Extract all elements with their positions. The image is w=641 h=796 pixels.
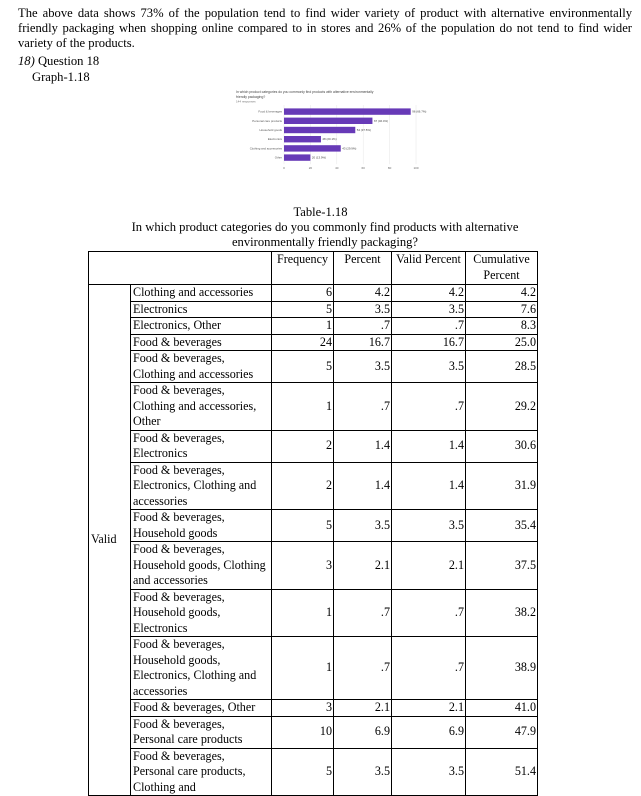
graph-label: Graph-1.18 — [32, 70, 90, 84]
bar-value-label: 96 (66.7%) — [412, 109, 427, 114]
row-label: Food & beverages, Personal care products — [131, 716, 272, 748]
x-tick-label: 0 — [283, 166, 285, 171]
row-label: Food & beverages, Other — [131, 700, 272, 717]
valid-group-label: Valid — [89, 285, 131, 796]
row-label: Food & beverages, Household goods, Electronics — [131, 589, 272, 637]
chart-subtitle: 144 responses — [236, 99, 256, 104]
question-label: Question 18 — [37, 54, 100, 68]
cell-valid-percent: 2.1 — [392, 542, 466, 590]
category-label: Household goods — [259, 128, 282, 132]
table-row — [89, 716, 538, 748]
row-label: Electronics — [131, 301, 272, 318]
cell-valid-percent: .7 — [392, 383, 466, 431]
bar-chart — [234, 87, 427, 183]
row-label: Electronics, Other — [131, 318, 272, 335]
bar — [284, 127, 355, 133]
cell-percent: 3.5 — [334, 351, 392, 383]
table-row — [89, 510, 538, 542]
cell-cumulative-percent: 51.4 — [466, 748, 538, 796]
bar — [284, 136, 321, 142]
category-label: Clothing and accessories — [249, 146, 282, 151]
cell-percent: .7 — [334, 589, 392, 637]
cell-cumulative-percent: 38.9 — [466, 637, 538, 700]
cell-valid-percent: 4.2 — [392, 285, 466, 302]
cell-cumulative-percent: 4.2 — [466, 285, 538, 302]
chart-title-line-1: In which product categories do you commonly find products with alternative environmentally — [236, 90, 374, 94]
table-row — [89, 589, 538, 637]
cell-percent: 6.9 — [334, 716, 392, 748]
cell-valid-percent: .7 — [392, 589, 466, 637]
cell-frequency: 2 — [272, 462, 334, 510]
chart-title-line-2: friendly packaging? — [236, 95, 266, 99]
cell-valid-percent: .7 — [392, 637, 466, 700]
cell-percent: .7 — [334, 318, 392, 335]
question-number: 18) — [18, 54, 35, 68]
bar — [284, 118, 372, 124]
cell-frequency: 5 — [272, 351, 334, 383]
cell-cumulative-percent: 7.6 — [466, 301, 538, 318]
cell-frequency: 1 — [272, 589, 334, 637]
row-label: Clothing and accessories — [131, 285, 272, 302]
bar-value-label: 20 (13.9%) — [311, 155, 327, 160]
header-frequency: Frequency — [272, 252, 334, 285]
cell-frequency: 1 — [272, 383, 334, 431]
cell-frequency: 3 — [272, 542, 334, 590]
cell-percent: .7 — [334, 383, 392, 431]
cell-percent: 1.4 — [334, 462, 392, 510]
category-label: Other — [274, 155, 282, 160]
cell-percent: 3.5 — [334, 748, 392, 796]
bar — [284, 145, 341, 151]
category-label: Electronics — [267, 137, 282, 142]
cell-cumulative-percent: 8.3 — [466, 318, 538, 335]
cell-valid-percent: 1.4 — [392, 462, 466, 510]
table-row — [89, 700, 538, 717]
cell-frequency: 5 — [272, 748, 334, 796]
cell-frequency: 3 — [272, 700, 334, 717]
row-label: Food & beverages, Electronics, Clothing and accessories — [131, 462, 272, 510]
row-label: Food & beverages, Household goods — [131, 510, 272, 542]
cell-valid-percent: 3.5 — [392, 351, 466, 383]
table-row — [89, 637, 538, 700]
table-header-row — [89, 252, 538, 285]
row-label: Food & beverages, Household goods, Clothing and accessories — [131, 542, 272, 590]
cell-valid-percent: .7 — [392, 318, 466, 335]
table-row — [89, 285, 538, 302]
cell-valid-percent: 1.4 — [392, 430, 466, 462]
cell-frequency: 10 — [272, 716, 334, 748]
table-row — [89, 748, 538, 796]
cell-cumulative-percent: 29.2 — [466, 383, 538, 431]
category-label: Personal care products — [252, 118, 282, 123]
row-label: Food & beverages, Electronics — [131, 430, 272, 462]
bar-value-label: 43 (29.9%) — [342, 146, 357, 151]
category-label: Food & beverages — [258, 109, 282, 114]
table-row — [89, 462, 538, 510]
row-label: Food & beverages, Clothing and accessories — [131, 351, 272, 383]
cell-valid-percent: 16.7 — [392, 334, 466, 351]
table-caption: Table-1.18 — [293, 205, 348, 219]
x-tick-label: 80 — [387, 166, 392, 171]
table-row — [89, 430, 538, 462]
table-row — [89, 542, 538, 590]
cell-percent: .7 — [334, 637, 392, 700]
cell-cumulative-percent: 38.2 — [466, 589, 538, 637]
cell-percent: 2.1 — [334, 542, 392, 590]
cell-valid-percent: 6.9 — [392, 716, 466, 748]
bar — [284, 154, 310, 160]
bar — [284, 108, 411, 114]
cell-percent: 2.1 — [334, 700, 392, 717]
header-cumulative-percent: Cumulative Percent — [466, 252, 538, 285]
cell-frequency: 5 — [272, 301, 334, 318]
summary-paragraph: The above data shows 73% of the population tend to find wider variety of product with alternative environmentally friendly packaging when shopping online compared to in stores and 26% of the population do not tend to find wider variety of the products. — [18, 6, 632, 50]
cell-percent: 4.2 — [334, 285, 392, 302]
row-label: Food & beverages, Household goods, Electronics, Clothing and accessories — [131, 637, 272, 700]
cell-valid-percent: 3.5 — [392, 748, 466, 796]
cell-frequency: 1 — [272, 318, 334, 335]
x-tick-label: 20 — [308, 166, 313, 171]
cell-cumulative-percent: 47.9 — [466, 716, 538, 748]
bar-value-label: 54 (37.5%) — [356, 128, 371, 132]
header-percent: Percent — [334, 252, 392, 285]
table-row — [89, 301, 538, 318]
table-row — [89, 383, 538, 431]
cell-percent: 16.7 — [334, 334, 392, 351]
bar-value-label: 67 (46.4%) — [373, 118, 389, 123]
x-tick-label: 100 — [413, 166, 419, 171]
cell-cumulative-percent: 35.4 — [466, 510, 538, 542]
header-valid-percent: Valid Percent — [392, 252, 466, 285]
table-row — [89, 351, 538, 383]
row-label: Food & beverages, Personal care products, Clothing and — [131, 748, 272, 796]
cell-frequency: 6 — [272, 285, 334, 302]
table-row — [89, 334, 538, 351]
cell-frequency: 5 — [272, 510, 334, 542]
cell-cumulative-percent: 37.5 — [466, 542, 538, 590]
row-label: Food & beverages — [131, 334, 272, 351]
x-tick-label: 60 — [361, 166, 365, 171]
bar-value-label: 28 (20.1%) — [322, 137, 337, 142]
cell-cumulative-percent: 25.0 — [466, 334, 538, 351]
cell-valid-percent: 3.5 — [392, 301, 466, 318]
cell-percent: 3.5 — [334, 301, 392, 318]
frequency-table — [88, 251, 538, 796]
chart-body — [250, 105, 427, 170]
row-label: Food & beverages, Clothing and accessories, Other — [131, 383, 272, 431]
question-heading — [18, 54, 99, 69]
cell-percent: 1.4 — [334, 430, 392, 462]
cell-frequency: 2 — [272, 430, 334, 462]
cell-frequency: 1 — [272, 637, 334, 700]
cell-valid-percent: 2.1 — [392, 700, 466, 717]
table-row — [89, 318, 538, 335]
cell-percent: 3.5 — [334, 510, 392, 542]
cell-cumulative-percent: 31.9 — [466, 462, 538, 510]
cell-valid-percent: 3.5 — [392, 510, 466, 542]
cell-frequency: 24 — [272, 334, 334, 351]
x-tick-label: 40 — [335, 166, 339, 171]
cell-cumulative-percent: 30.6 — [466, 430, 538, 462]
header-blank — [89, 252, 272, 285]
cell-cumulative-percent: 28.5 — [466, 351, 538, 383]
table-title: In which product categories do you commonly find products with alternative environmentally friendly packaging? — [131, 220, 519, 249]
table-body — [89, 285, 538, 796]
cell-cumulative-percent: 41.0 — [466, 700, 538, 717]
